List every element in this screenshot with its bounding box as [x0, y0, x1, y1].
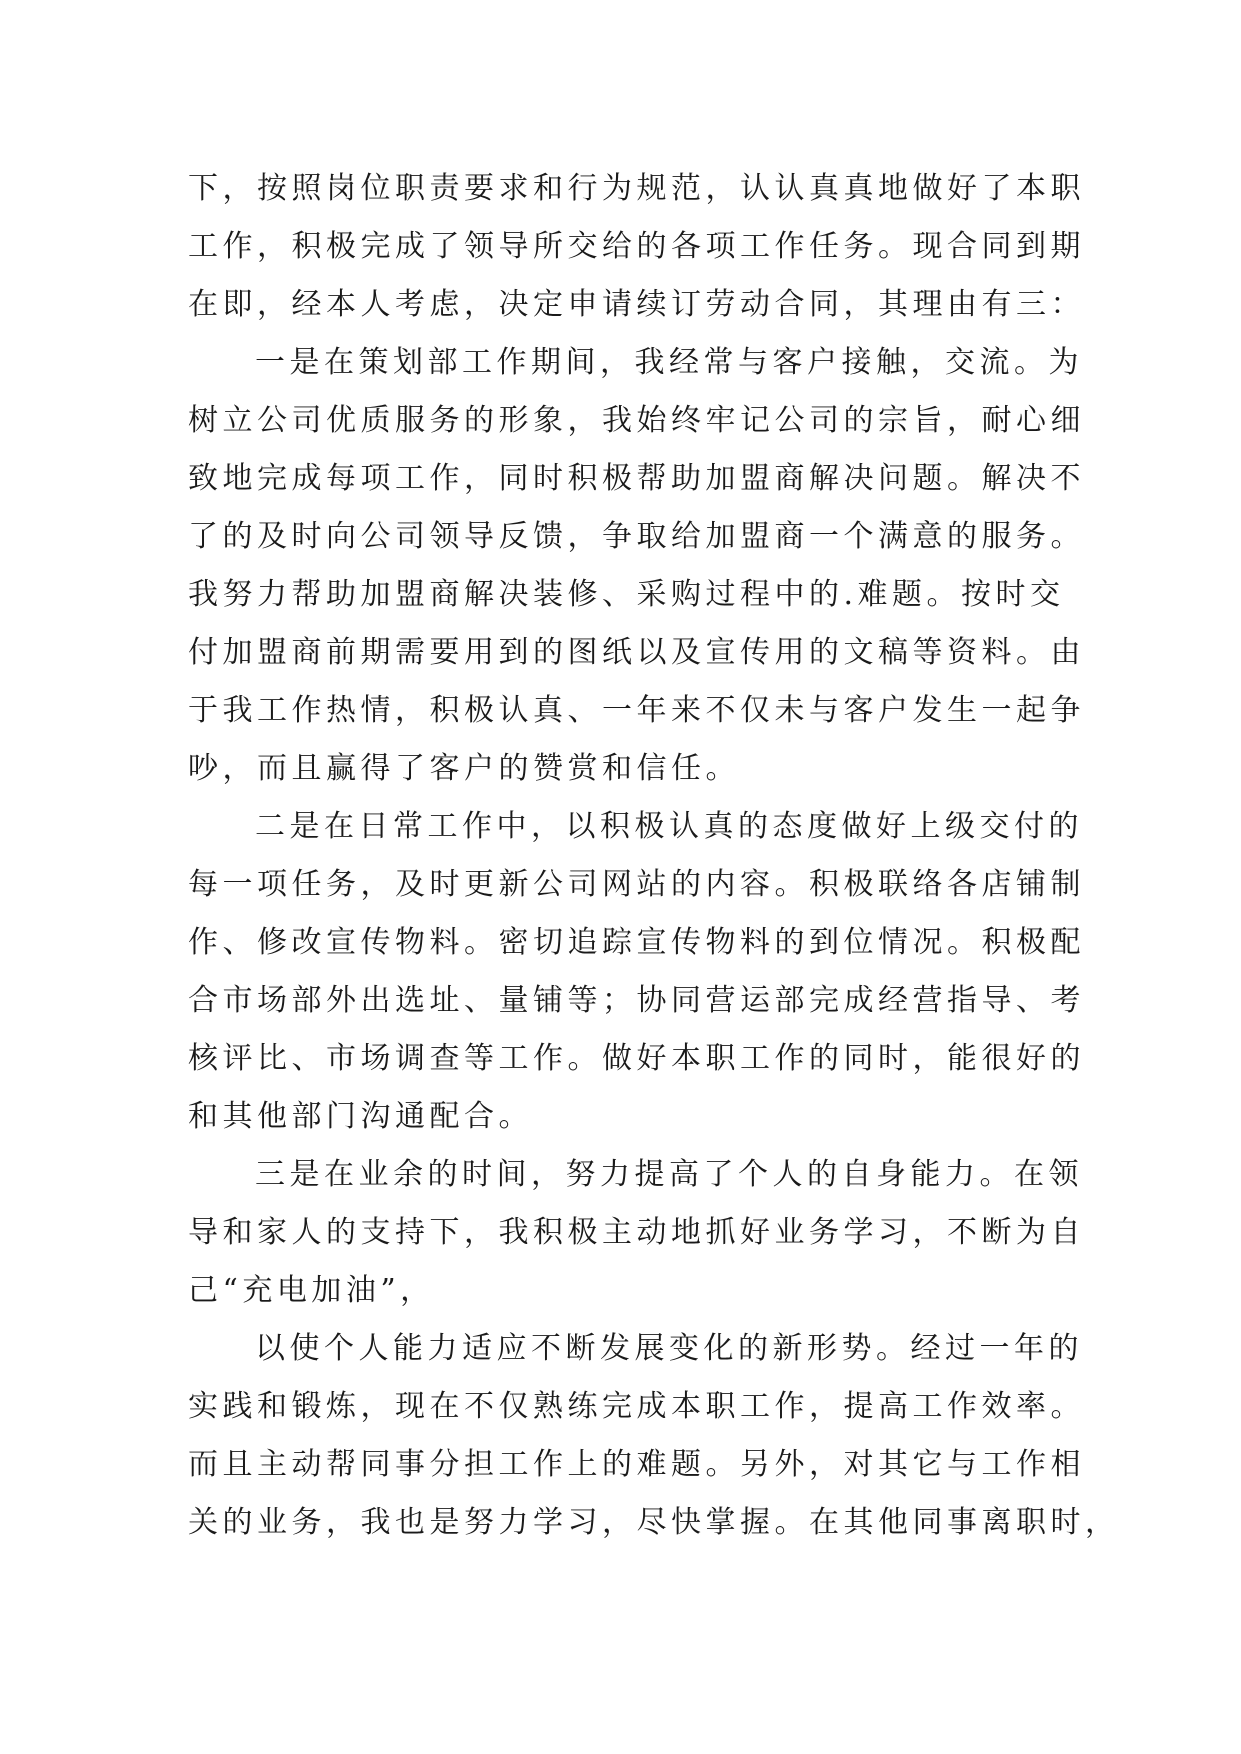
text-line: 和其他部门沟通配合。	[188, 1099, 533, 1134]
text-line: 而且主动帮同事分担工作上的难题。另外，对其它与工作相	[188, 1447, 1085, 1482]
paragraph-first-line: 二是在日常工作中，以积极认真的态度做好上级交付的	[255, 809, 1083, 844]
text-line: 实践和锻炼，现在不仅熟练完成本职工作，提高工作效率。	[188, 1389, 1085, 1424]
text-line: 致地完成每项工作，同时积极帮助加盟商解决问题。解决不	[188, 461, 1085, 496]
text-line: 于我工作热情，积极认真、一年来不仅未与客户发生一起争	[188, 693, 1085, 728]
text-line: 己“充电加油”，	[188, 1273, 435, 1308]
text-line: 作、修改宣传物料。密切追踪宣传物料的到位情况。积极配	[188, 925, 1085, 960]
text-line: 导和家人的支持下，我积极主动地抓好业务学习，不断为自	[188, 1215, 1085, 1250]
text-line: 核评比、市场调查等工作。做好本职工作的同时，能很好的	[188, 1041, 1085, 1076]
text-line: 合市场部外出选址、量铺等；协同营运部完成经营指导、考	[188, 983, 1085, 1018]
text-line: 关的业务，我也是努力学习，尽快掌握。在其他同事离职时，	[188, 1505, 1120, 1540]
text-line: 在即，经本人考虑，决定申请续订劳动合同，其理由有三：	[188, 287, 1085, 322]
paragraph-first-line: 一是在策划部工作期间，我经常与客户接触，交流。为	[255, 345, 1083, 380]
text-line: 下，按照岗位职责要求和行为规范，认认真真地做好了本职	[188, 171, 1085, 206]
text-line: 了的及时向公司领导反馈，争取给加盟商一个满意的服务。	[188, 519, 1085, 554]
text-line: 吵，而且赢得了客户的赞赏和信任。	[188, 751, 740, 786]
text-line: 我努力帮助加盟商解决装修、采购过程中的.难题。按时交	[188, 577, 1065, 612]
text-line: 每一项任务，及时更新公司网站的内容。积极联络各店铺制	[188, 867, 1085, 902]
text-line: 付加盟商前期需要用到的图纸以及宣传用的文稿等资料。由	[188, 635, 1085, 670]
paragraph-first-line: 以使个人能力适应不断发展变化的新形势。经过一年的	[255, 1331, 1083, 1366]
paragraph-first-line: 三是在业余的时间，努力提高了个人的自身能力。在领	[255, 1157, 1083, 1192]
text-line: 树立公司优质服务的形象，我始终牢记公司的宗旨，耐心细	[188, 403, 1085, 438]
text-line: 工作，积极完成了领导所交给的各项工作任务。现合同到期	[188, 229, 1085, 264]
document-body	[188, 160, 1120, 1552]
